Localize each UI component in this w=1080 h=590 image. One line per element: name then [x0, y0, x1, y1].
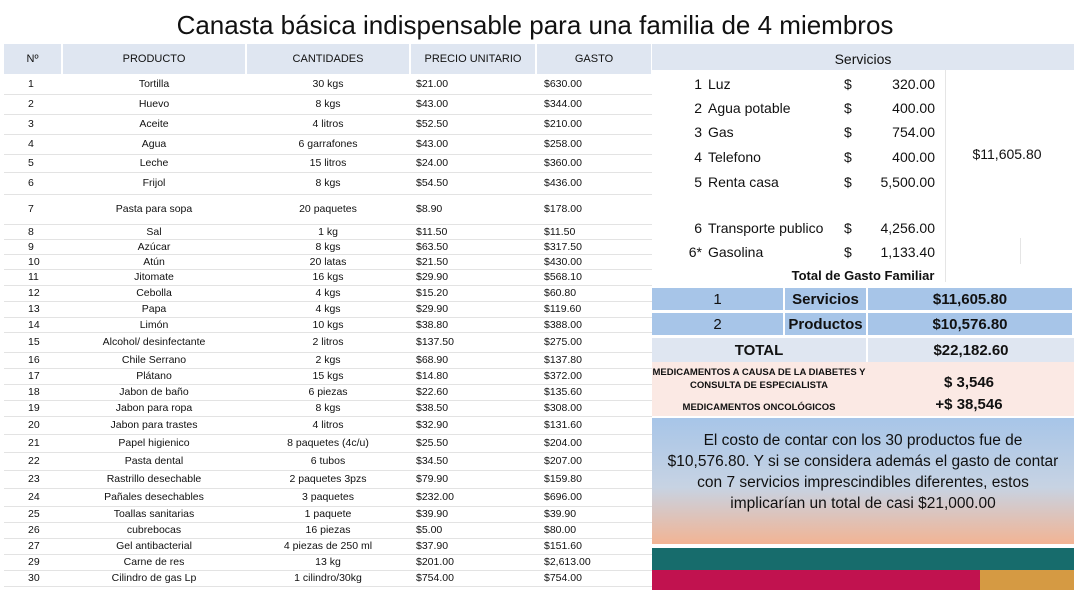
products-table [4, 44, 653, 587]
row-producto: Plátano [62, 368, 246, 384]
table-row [4, 172, 652, 194]
row-num: 20 [4, 416, 62, 434]
row-num: 24 [4, 488, 62, 506]
servicio-row [652, 217, 1072, 239]
row-producto: Leche [62, 154, 246, 172]
row-gasto: $11.50 [536, 224, 652, 239]
row-num: 2 [4, 94, 62, 114]
gasto-row-value: $10,576.80 [868, 313, 1072, 335]
row-cantidad: 8 kgs [246, 400, 410, 416]
row-producto: Alcohol/ desinfectante [62, 332, 246, 352]
row-gasto: $204.00 [536, 434, 652, 452]
row-producto: Sal [62, 224, 246, 239]
table-row [4, 194, 652, 224]
servicio-num: 6* [688, 244, 702, 260]
servicio-amount: 754.00 [892, 124, 935, 140]
table-row [4, 269, 652, 285]
summary-note-text: El costo de contar con los 30 productos fue de $10,576.80. Y si se considera además el gasto de contar con 7 servicios imprescindibles diferentes, estos implicarían un total de casi $21,000.00 [667, 432, 1059, 512]
row-num: 9 [4, 239, 62, 254]
gasto-row-label: Servicios [785, 288, 868, 310]
row-producto: Atún [62, 254, 246, 269]
medicamentos-onco-value: +$ 38,546 [935, 396, 1003, 413]
servicio-currency: $ [844, 149, 852, 165]
row-precio: $37.90 [410, 538, 536, 554]
row-producto: Cebolla [62, 285, 246, 301]
table-row [4, 239, 652, 254]
row-precio: $43.00 [410, 134, 536, 154]
servicio-amount: 320.00 [892, 76, 935, 92]
products-header-row [4, 44, 652, 74]
row-num: 21 [4, 434, 62, 452]
table-row [4, 332, 652, 352]
row-cantidad: 16 kgs [246, 269, 410, 285]
gasto-total-label: TOTAL [652, 338, 868, 362]
row-cantidad: 16 piezas [246, 522, 410, 538]
row-precio: $232.00 [410, 488, 536, 506]
row-num: 6 [4, 172, 62, 194]
row-producto: Gel antibacterial [62, 538, 246, 554]
servicio-currency: $ [844, 76, 852, 92]
row-precio: $34.50 [410, 452, 536, 470]
row-producto: Jabon para trastes [62, 416, 246, 434]
gasto-row-servicios [652, 288, 1074, 310]
servicio-currency: $ [844, 244, 852, 260]
row-gasto: $436.00 [536, 172, 652, 194]
gasto-row-num: 2 [652, 313, 785, 335]
row-gasto: $430.00 [536, 254, 652, 269]
row-num: 17 [4, 368, 62, 384]
row-producto: cubrebocas [62, 522, 246, 538]
row-num: 19 [4, 400, 62, 416]
row-gasto: $630.00 [536, 74, 652, 94]
row-precio: $15.20 [410, 285, 536, 301]
row-num: 13 [4, 301, 62, 317]
decorative-bar-magenta [652, 570, 980, 590]
servicio-row [652, 121, 1072, 143]
row-precio: $24.00 [410, 154, 536, 172]
table-row [4, 470, 652, 488]
row-gasto: $39.90 [536, 506, 652, 522]
row-cantidad: 8 kgs [246, 172, 410, 194]
table-row [4, 506, 652, 522]
servicio-row [652, 97, 1072, 119]
row-producto: Cilindro de gas Lp [62, 570, 246, 586]
row-producto: Limón [62, 317, 246, 332]
table-row [4, 488, 652, 506]
table-row [4, 301, 652, 317]
servicio-row [652, 171, 1072, 193]
row-gasto: $344.00 [536, 94, 652, 114]
gasto-row-productos [652, 313, 1074, 335]
row-cantidad: 4 litros [246, 114, 410, 134]
servicio-name: Telefono [708, 149, 761, 165]
row-num: 1 [4, 74, 62, 94]
servicio-num: 6 [694, 220, 702, 236]
header-cantidades: CANTIDADES [246, 44, 410, 74]
row-precio: $22.60 [410, 384, 536, 400]
row-num: 11 [4, 269, 62, 285]
table-row [4, 522, 652, 538]
row-gasto: $258.00 [536, 134, 652, 154]
row-precio: $11.50 [410, 224, 536, 239]
row-producto: Tortilla [62, 74, 246, 94]
table-row [4, 416, 652, 434]
row-cantidad: 4 kgs [246, 285, 410, 301]
gasto-row-value: $11,605.80 [868, 288, 1072, 310]
row-num: 14 [4, 317, 62, 332]
table-row [4, 570, 652, 586]
row-producto: Papa [62, 301, 246, 317]
row-num: 4 [4, 134, 62, 154]
servicio-amount: 1,133.40 [880, 244, 935, 260]
row-gasto: $210.00 [536, 114, 652, 134]
header-gasto: GASTO [536, 44, 652, 74]
row-cantidad: 20 latas [246, 254, 410, 269]
table-row [4, 134, 652, 154]
servicio-num: 2 [694, 100, 702, 116]
row-gasto: $207.00 [536, 452, 652, 470]
gasto-row-label: Productos [785, 313, 868, 335]
page-title: Canasta básica indispensable para una familia de 4 miembros [176, 10, 894, 40]
row-precio: $54.50 [410, 172, 536, 194]
row-num: 27 [4, 538, 62, 554]
table-row [4, 368, 652, 384]
row-gasto: $2,613.00 [536, 554, 652, 570]
row-precio: $21.50 [410, 254, 536, 269]
row-num: 8 [4, 224, 62, 239]
header-precio-unitario: PRECIO UNITARIO [410, 44, 536, 74]
row-gasto: $696.00 [536, 488, 652, 506]
row-precio: $29.90 [410, 301, 536, 317]
table-row [4, 254, 652, 269]
table-row [4, 434, 652, 452]
row-producto: Pasta dental [62, 452, 246, 470]
servicio-name: Agua potable [708, 100, 791, 116]
servicio-amount: 400.00 [892, 100, 935, 116]
row-precio: $39.90 [410, 506, 536, 522]
table-row [4, 224, 652, 239]
row-producto: Jabon para ropa [62, 400, 246, 416]
row-precio: $29.90 [410, 269, 536, 285]
summary-note [652, 418, 1074, 544]
servicio-num: 4 [694, 149, 702, 165]
row-num: 5 [4, 154, 62, 172]
row-gasto: $388.00 [536, 317, 652, 332]
row-precio: $32.90 [410, 416, 536, 434]
servicio-amount: 5,500.00 [880, 174, 935, 190]
row-producto: Carne de res [62, 554, 246, 570]
row-cantidad: 15 litros [246, 154, 410, 172]
row-precio: $43.00 [410, 94, 536, 114]
row-gasto: $317.50 [536, 239, 652, 254]
row-precio: $52.50 [410, 114, 536, 134]
table-row [4, 352, 652, 368]
row-gasto: $131.60 [536, 416, 652, 434]
row-precio: $21.00 [410, 74, 536, 94]
row-producto: Pasta para sopa [62, 194, 246, 224]
table-row [4, 74, 652, 94]
table-row [4, 94, 652, 114]
row-num: 30 [4, 570, 62, 586]
row-precio: $201.00 [410, 554, 536, 570]
row-cantidad: 6 piezas [246, 384, 410, 400]
row-cantidad: 15 kgs [246, 368, 410, 384]
decorative-bar-teal [652, 548, 1074, 570]
row-cantidad: 3 paquetes [246, 488, 410, 506]
row-gasto: $137.80 [536, 352, 652, 368]
row-num: 16 [4, 352, 62, 368]
row-gasto: $275.00 [536, 332, 652, 352]
servicio-currency: $ [844, 100, 852, 116]
servicio-currency: $ [844, 220, 852, 236]
row-cantidad: 8 kgs [246, 239, 410, 254]
row-cantidad: 4 litros [246, 416, 410, 434]
row-cantidad: 2 litros [246, 332, 410, 352]
row-num: 3 [4, 114, 62, 134]
medicamentos-diabetes-label: MEDICAMENTOS A CAUSA DE LA DIABETES Y CONSULTA DE ESPECIALISTA [652, 367, 866, 391]
servicio-name: Luz [708, 76, 731, 92]
row-num: 23 [4, 470, 62, 488]
table-row [4, 317, 652, 332]
table-row [4, 114, 652, 134]
row-cantidad: 1 kg [246, 224, 410, 239]
gasto-total-value: $22,182.60 [868, 338, 1074, 362]
row-num: 25 [4, 506, 62, 522]
table-row [4, 400, 652, 416]
servicio-name: Renta casa [708, 174, 779, 190]
servicios-total: $11,605.80 [972, 146, 1042, 162]
row-cantidad: 8 paquetes (4c/u) [246, 434, 410, 452]
row-producto: Papel higienico [62, 434, 246, 452]
row-precio: $38.50 [410, 400, 536, 416]
servicio-num: 1 [694, 76, 702, 92]
header-num: Nº [4, 44, 62, 74]
row-producto: Jabon de baño [62, 384, 246, 400]
row-producto: Frijol [62, 172, 246, 194]
row-cantidad: 13 kg [246, 554, 410, 570]
header-producto: PRODUCTO [62, 44, 246, 74]
row-gasto: $754.00 [536, 570, 652, 586]
row-cantidad: 30 kgs [246, 74, 410, 94]
table-row [4, 154, 652, 172]
row-cantidad: 4 piezas de 250 ml [246, 538, 410, 554]
row-num: 10 [4, 254, 62, 269]
table-row [4, 285, 652, 301]
row-producto: Agua [62, 134, 246, 154]
row-precio: $68.90 [410, 352, 536, 368]
row-num: 18 [4, 384, 62, 400]
row-precio: $754.00 [410, 570, 536, 586]
row-precio: $25.50 [410, 434, 536, 452]
servicio-amount: 4,256.00 [880, 220, 935, 236]
row-gasto: $159.80 [536, 470, 652, 488]
row-producto: Rastrillo desechable [62, 470, 246, 488]
row-gasto: $360.00 [536, 154, 652, 172]
row-gasto: $119.60 [536, 301, 652, 317]
row-num: 7 [4, 194, 62, 224]
gasto-familiar-header: Total de Gasto Familiar [791, 268, 935, 283]
servicio-row [652, 241, 1072, 263]
row-gasto: $80.00 [536, 522, 652, 538]
row-gasto: $151.60 [536, 538, 652, 554]
decorative-bar-gold [980, 570, 1074, 590]
row-cantidad: 2 paquetes 3pzs [246, 470, 410, 488]
servicio-name: Gasolina [708, 244, 764, 260]
products-table-body [4, 74, 652, 586]
row-gasto: $178.00 [536, 194, 652, 224]
row-producto: Azúcar [62, 239, 246, 254]
row-num: 12 [4, 285, 62, 301]
row-precio: $8.90 [410, 194, 536, 224]
row-cantidad: 1 cilindro/30kg [246, 570, 410, 586]
table-row [4, 554, 652, 570]
row-gasto: $135.60 [536, 384, 652, 400]
gasto-row-num: 1 [652, 288, 785, 310]
row-cantidad: 8 kgs [246, 94, 410, 114]
servicio-currency: $ [844, 124, 852, 140]
medicamentos-onco-label: MEDICAMENTOS ONCOLÓGICOS [682, 402, 836, 413]
gasto-total-row [652, 338, 1074, 362]
table-row [4, 452, 652, 470]
row-producto: Huevo [62, 94, 246, 114]
row-cantidad: 4 kgs [246, 301, 410, 317]
servicio-name: Gas [708, 124, 734, 140]
row-producto: Jitomate [62, 269, 246, 285]
medicamentos-box [652, 362, 1074, 416]
servicio-num: 3 [694, 124, 702, 140]
servicio-row [652, 73, 1072, 95]
servicio-num: 5 [694, 174, 702, 190]
row-producto: Toallas sanitarias [62, 506, 246, 522]
row-gasto: $372.00 [536, 368, 652, 384]
row-cantidad: 2 kgs [246, 352, 410, 368]
row-precio: $79.90 [410, 470, 536, 488]
row-gasto: $308.00 [536, 400, 652, 416]
row-num: 29 [4, 554, 62, 570]
row-precio: $63.50 [410, 239, 536, 254]
row-producto: Pañales desechables [62, 488, 246, 506]
servicio-name: Transporte publico [708, 220, 824, 236]
medicamentos-diabetes-value: $ 3,546 [943, 374, 995, 391]
row-num: 26 [4, 522, 62, 538]
row-producto: Chile Serrano [62, 352, 246, 368]
row-cantidad: 20 paquetes [246, 194, 410, 224]
row-cantidad: 6 tubos [246, 452, 410, 470]
row-num: 22 [4, 452, 62, 470]
servicio-currency: $ [844, 174, 852, 190]
row-cantidad: 6 garrafones [246, 134, 410, 154]
row-num: 15 [4, 332, 62, 352]
row-precio: $14.80 [410, 368, 536, 384]
row-precio: $137.50 [410, 332, 536, 352]
row-gasto: $60.80 [536, 285, 652, 301]
row-cantidad: 10 kgs [246, 317, 410, 332]
table-row [4, 538, 652, 554]
servicios-header: Servicios [652, 44, 1074, 70]
table-row [4, 384, 652, 400]
row-precio: $5.00 [410, 522, 536, 538]
row-precio: $38.80 [410, 317, 536, 332]
servicio-amount: 400.00 [892, 149, 935, 165]
row-gasto: $568.10 [536, 269, 652, 285]
row-cantidad: 1 paquete [246, 506, 410, 522]
row-producto: Aceite [62, 114, 246, 134]
